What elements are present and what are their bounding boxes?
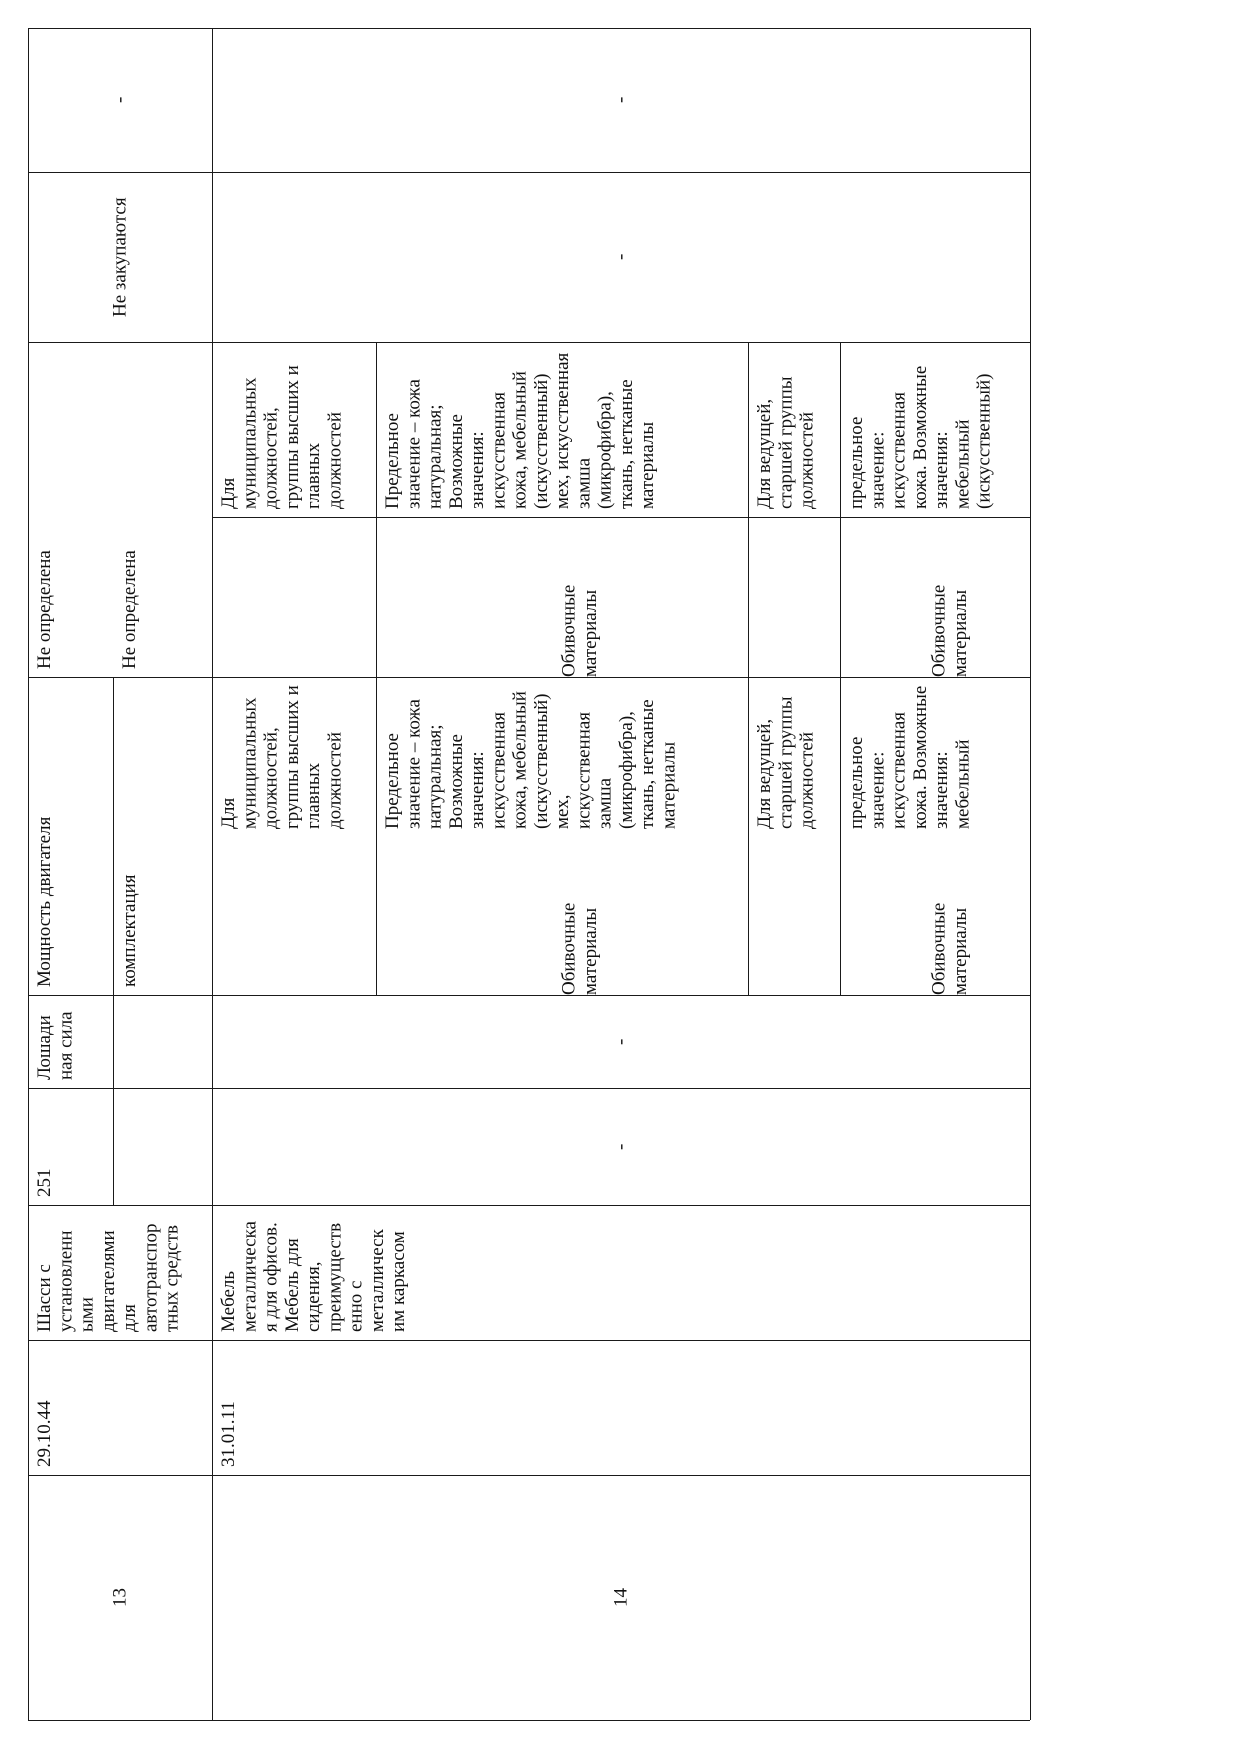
row13-unit-name bbox=[28, 995, 118, 1088]
row14-approved-group2-label-text: Для ведущей, старшей группы должностей bbox=[754, 376, 818, 509]
row13-number bbox=[28, 1475, 212, 1720]
row14-dash-a bbox=[212, 172, 1030, 342]
row14-okpd-code bbox=[212, 1340, 1030, 1475]
row14-group2-label-text: Для ведущей, старшей группы должностей bbox=[754, 696, 818, 829]
row14-unit-name bbox=[212, 995, 1030, 1088]
row14-approved-group1-value-text: Предельное значение – кожа натуральная; Возможные значения: искусственная кожа, мебельный (искусственный) мех, искусственная замша (микрофибра), ткань, нетканые материалы bbox=[382, 352, 659, 509]
row13-okpd-text: 29.10.44 bbox=[34, 1400, 55, 1467]
row13-okei-code-text: 251 bbox=[34, 1168, 55, 1197]
row13-not-purchased bbox=[28, 172, 212, 342]
row13-characteristic-value-2 bbox=[113, 342, 212, 677]
row14-approved-group2-value-text: предельное значение: искусственная кожа. Возможные значения: мебельный (искусственный) bbox=[846, 365, 995, 509]
row13-dash-b-text bbox=[18, 169, 39, 175]
row14-group1-char bbox=[530, 837, 630, 995]
row14-group1-label-text: Для муниципальных должностей, группы высших и главных должностей bbox=[218, 685, 346, 829]
row14-approved-group2-value bbox=[840, 342, 1030, 517]
row13-dash-a bbox=[28, 28, 212, 172]
row13-unit-name-text: Лошади ная сила bbox=[34, 1011, 77, 1080]
row13-characteristic-name-text: Мощность двигателя bbox=[34, 816, 55, 987]
row14-approved-group1-value bbox=[376, 342, 748, 517]
row14-group2-value bbox=[840, 677, 1030, 837]
row14-dash-b bbox=[212, 28, 1030, 172]
row14-number bbox=[212, 1475, 1030, 1720]
row13-product-name-text: Шасси с установленн ыми двигателями для автотранспор тных средств bbox=[34, 1223, 183, 1332]
row14-approved-group1-label-text: Для муниципальных должностей, группы высших и главных должностей bbox=[218, 365, 346, 509]
row14-approved-group2-char bbox=[900, 517, 1000, 677]
row13-number-text: 13 bbox=[109, 1588, 131, 1607]
row13-characteristic-value bbox=[28, 342, 116, 677]
row14-approved-group1-label bbox=[212, 342, 376, 517]
row13-product-name bbox=[28, 1205, 212, 1340]
row13-characteristic-name bbox=[28, 677, 116, 995]
row14-okei-code-text: - bbox=[610, 1143, 632, 1150]
row13-dash-a-text: - bbox=[109, 96, 131, 104]
row14-approved-group2-char-text: Обивочные материалы bbox=[928, 584, 971, 677]
row14-okpd-text: 31.01.11 bbox=[218, 1401, 239, 1467]
row14-group1-char-text: Обивочные материалы bbox=[558, 902, 601, 995]
row14-group1-label bbox=[212, 677, 376, 837]
row14-group1-value-text: Предельное значение – кожа натуральная; Возможные значения: искусственная кожа, мебельный (искусственный) мех, искусственная замша (микрофибра), ткань, нетканые материалы bbox=[382, 691, 680, 829]
row14-approved-group1-char-text: Обивочные материалы bbox=[558, 584, 601, 677]
row14-product-name-text: Мебель металлическа я для офисов. Мебель для сидения, преимуществ енно с металлическ им каркасом bbox=[218, 1221, 410, 1332]
row14-group2-value-text: предельное значение: искусственная кожа. Возможные значения: мебельный bbox=[846, 685, 974, 829]
row14-approved-group2-label bbox=[748, 342, 840, 517]
row13-characteristic-value-2-text: Не определена bbox=[119, 550, 140, 669]
row14-group2-char bbox=[900, 837, 1000, 995]
row14-group2-char-text: Обивочные материалы bbox=[928, 902, 971, 995]
row13-not-purchased-text: Не закупаются bbox=[109, 197, 131, 317]
row14-unit-name-text: - bbox=[610, 1038, 632, 1045]
row14-dash-b-text: - bbox=[610, 96, 632, 104]
row13-characteristic-name-2-text: комплектация bbox=[119, 874, 140, 987]
row13-okei-code bbox=[28, 1088, 118, 1205]
row14-product-name bbox=[212, 1205, 452, 1340]
row13-characteristic-name-2 bbox=[113, 677, 212, 995]
row14-number-text: 14 bbox=[610, 1588, 632, 1607]
row14-dash-a-text: - bbox=[610, 253, 632, 261]
row14-group1-value bbox=[376, 677, 748, 837]
row14-approved-group1-char bbox=[530, 517, 630, 677]
row13-okpd-code bbox=[28, 1340, 212, 1475]
row13-characteristic-value-text: Не определена bbox=[34, 550, 55, 669]
row14-okei-code bbox=[212, 1088, 1030, 1205]
row14-group2-label bbox=[748, 677, 840, 837]
